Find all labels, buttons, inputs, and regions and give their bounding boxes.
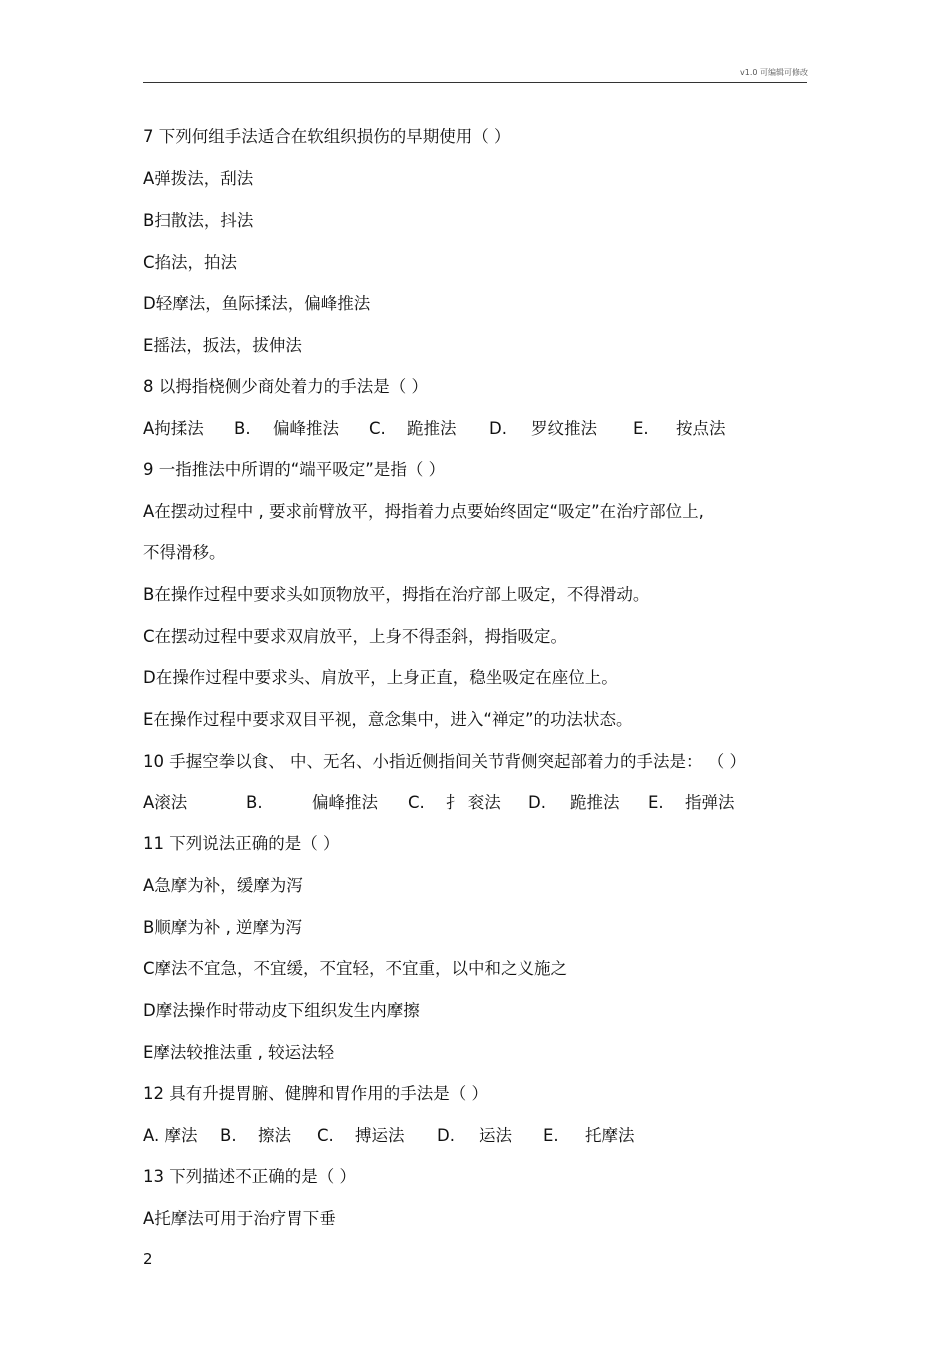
option-label: 擦法 [258, 1126, 291, 1145]
question-10: 10 手握空拳以食、 中、无名、小指近侧指间关节背侧突起部着力的手法是： （ ） [143, 752, 746, 771]
option-letter: D. [489, 419, 507, 438]
option-9d: D在操作过程中要求头、肩放平，上身正直，稳坐吸定在座位上。 [143, 668, 618, 687]
question-12: 12 具有升提胃腑、健脾和胃作用的手法是（ ） [143, 1084, 488, 1103]
header-rule [143, 82, 807, 83]
option-label: 扌 衮法 [446, 793, 501, 812]
option-label: 跪推法 [570, 793, 620, 812]
option-7e: E摇法，扳法，拔伸法 [143, 336, 302, 355]
option-label: 搏运法 [355, 1126, 405, 1145]
option-letter: E. [633, 419, 649, 438]
option-9e: E在操作过程中要求双目平视，意念集中，进入“禅定”的功法状态。 [143, 710, 633, 729]
option-7d: D轻摩法，鱼际揉法，偏峰推法 [143, 294, 371, 313]
option-11e: E摩法较推法重 , 较运法轻 [143, 1043, 335, 1062]
option-letter: E. [648, 793, 664, 812]
option-9a-cont: 不得滑移。 [143, 543, 226, 562]
option-letter: B. [234, 419, 251, 438]
question-8: 8 以拇指桡侧少商处着力的手法是（ ） [143, 377, 428, 396]
option-label: A滚法 [143, 793, 188, 812]
header-note: v1.0 可编辑可修改 [740, 68, 808, 77]
option-11b: B顺摩为补 , 逆摩为泻 [143, 918, 303, 937]
option-letter: D. [437, 1126, 455, 1145]
question-11: 11 下列说法正确的是（ ） [143, 834, 340, 853]
option-label: 罗纹推法 [531, 419, 597, 438]
option-label: 指弹法 [685, 793, 735, 812]
option-9a: A在摆动过程中 , 要求前臂放平，拇指着力点要始终固定“吸定”在治疗部位上, [143, 502, 704, 521]
option-label: 按点法 [676, 419, 726, 438]
question-7: 7 下列何组手法适合在软组织损伤的早期使用（ ） [143, 127, 511, 146]
option-label: 跪推法 [407, 419, 457, 438]
option-11c: C摩法不宜急，不宜缓，不宜轻，不宜重，以中和之义施之 [143, 959, 568, 978]
option-label: 偏峰推法 [273, 419, 339, 438]
option-13a: A托摩法可用于治疗胃下垂 [143, 1209, 336, 1228]
option-letter: C. [369, 419, 386, 438]
option-7c: C掐法，拍法 [143, 253, 238, 272]
page-number: 2 [143, 1250, 153, 1268]
option-label: 运法 [479, 1126, 512, 1145]
question-13: 13 下列描述不正确的是（ ） [143, 1167, 356, 1186]
option-letter: B. [220, 1126, 237, 1145]
option-label: A拘揉法 [143, 419, 204, 438]
option-letter: E. [543, 1126, 559, 1145]
option-9b: B在操作过程中要求头如顶物放平，拇指在治疗部上吸定，不得滑动。 [143, 585, 650, 604]
option-label: 托摩法 [585, 1126, 635, 1145]
option-label: 偏峰推法 [312, 793, 378, 812]
option-label: A. 摩法 [143, 1126, 198, 1145]
option-11a: A急摩为补，缓摩为泻 [143, 876, 303, 895]
option-7b: B扫散法，抖法 [143, 211, 254, 230]
option-letter: D. [528, 793, 546, 812]
question-9: 9 一指推法中所谓的“端平吸定”是指（ ） [143, 460, 446, 479]
option-letter: B. [246, 793, 263, 812]
option-7a: A弹拨法，刮法 [143, 169, 254, 188]
option-letter: C. [317, 1126, 334, 1145]
option-letter: C. [408, 793, 425, 812]
option-9c: C在摆动过程中要求双肩放平，上身不得歪斜，拇指吸定。 [143, 627, 568, 646]
option-11d: D摩法操作时带动皮下组织发生内摩擦 [143, 1001, 420, 1020]
